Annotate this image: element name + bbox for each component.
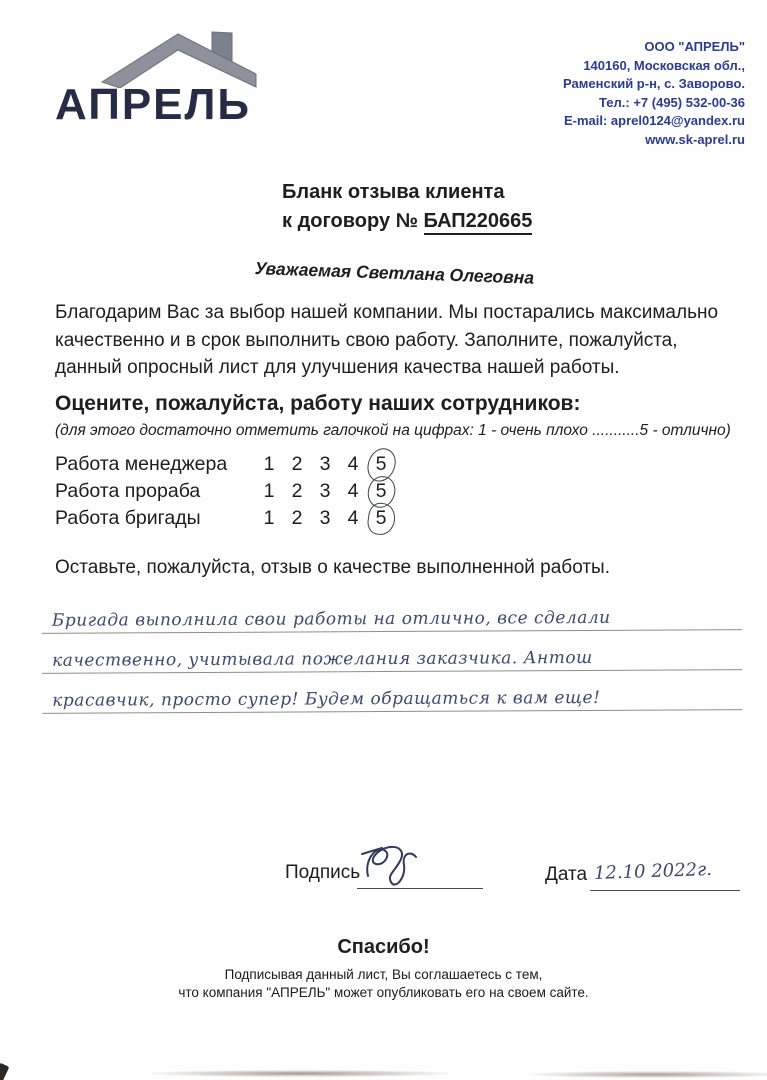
- greeting-text: Уважаемая Светлана Олеговна: [254, 258, 535, 288]
- date-line: [590, 890, 740, 891]
- scan-speck: [0, 1063, 9, 1080]
- scale-number-selected: 5: [367, 480, 395, 503]
- rating-section-heading: Оцените, пожалуйста, работу наших сотрудников:: [55, 392, 581, 415]
- scan-shadow: [150, 1070, 450, 1077]
- rating-table: [55, 451, 395, 532]
- handwritten-review: [42, 590, 743, 714]
- thanks-heading: Спасибо!: [337, 936, 430, 958]
- document-title: [282, 178, 532, 236]
- company-email: E-mail: aprel0124@yandex.ru: [563, 113, 745, 128]
- scale-number: 2: [291, 480, 303, 502]
- scale-number: 1: [263, 480, 275, 502]
- company-contact-block: [563, 38, 745, 149]
- scale-number: 4: [347, 480, 359, 502]
- rating-scale: [255, 480, 395, 503]
- scale-number-selected: 5: [367, 507, 395, 530]
- scale-number: 2: [291, 453, 303, 475]
- handwritten-line: качественно, учитывала пожелания заказчика. Антош: [42, 630, 742, 674]
- intro-line: Благодарим Вас за выбор нашей компании. Мы постарались максимально: [55, 302, 719, 323]
- title-line-2: к договору № БАП220665: [282, 207, 532, 236]
- scale-number: 3: [319, 507, 331, 529]
- company-website: www.sk-aprel.ru: [645, 131, 745, 147]
- rating-label: Работа менеджера: [55, 453, 228, 475]
- footer-note-line: Подписывая данный лист, Вы соглашаетесь с тем,: [224, 967, 543, 982]
- intro-paragraph: [55, 299, 755, 382]
- scale-number: 4: [347, 507, 359, 529]
- rating-row-manager: [55, 451, 395, 478]
- company-name: ООО "АПРЕЛЬ": [644, 39, 745, 54]
- rating-scale: [255, 507, 395, 530]
- scale-number: 2: [291, 507, 303, 529]
- scale-number-selected: 5: [367, 453, 395, 476]
- roof-icon: [100, 28, 260, 88]
- title-line-1: Бланк отзыва клиента: [282, 181, 505, 203]
- handwritten-line: красавчик, просто супер! Будем обращаться к вам еще!: [42, 670, 742, 714]
- rating-row-foreman: [55, 478, 395, 505]
- rating-scale: [255, 453, 395, 476]
- contract-number: БАП220665: [424, 210, 533, 235]
- company-address: Раменский р-н, с. Заворово.: [563, 76, 745, 91]
- date-label: Дата: [545, 864, 588, 885]
- logo-wordmark: АПРЕЛЬ: [55, 80, 252, 129]
- signature-label: Подпись: [285, 862, 361, 883]
- intro-line: качественно и в срок выполнить свою работу. Заполните, пожалуйста,: [55, 329, 678, 351]
- signature-scribble-icon: [352, 840, 447, 902]
- intro-line: данный опросный лист для улучшения качества нашей работы.: [55, 357, 620, 378]
- review-prompt: Оставьте, пожалуйста, отзыв о качестве выполненной работы.: [55, 557, 610, 578]
- rating-label: Работа прораба: [55, 480, 201, 502]
- circle-mark-icon: [366, 501, 397, 536]
- scale-number: 3: [319, 480, 331, 502]
- footer-note-line: что компания "АПРЕЛЬ" может опубликовать его на своем сайте.: [178, 985, 589, 1000]
- scan-shadow: [530, 1071, 767, 1078]
- company-phone: Тел.: +7 (495) 532-00-36: [599, 94, 745, 110]
- rating-section-note: (для этого достаточно отметить галочкой на цифрах: 1 - очень плохо ...........5 - отлично): [55, 422, 731, 439]
- rating-label: Работа бригады: [55, 507, 201, 529]
- scale-number: 4: [347, 453, 359, 475]
- company-postal: 140160, Московская обл.,: [583, 57, 745, 73]
- rating-row-crew: [55, 505, 395, 532]
- scale-number: 1: [263, 453, 275, 475]
- scale-number: 1: [263, 507, 275, 529]
- date-handwritten-value: 12.10 2022г.: [593, 858, 713, 885]
- handwritten-line: Бригада выполнила свои работы на отлично, все сделали: [42, 590, 742, 634]
- scale-number: 3: [319, 453, 331, 475]
